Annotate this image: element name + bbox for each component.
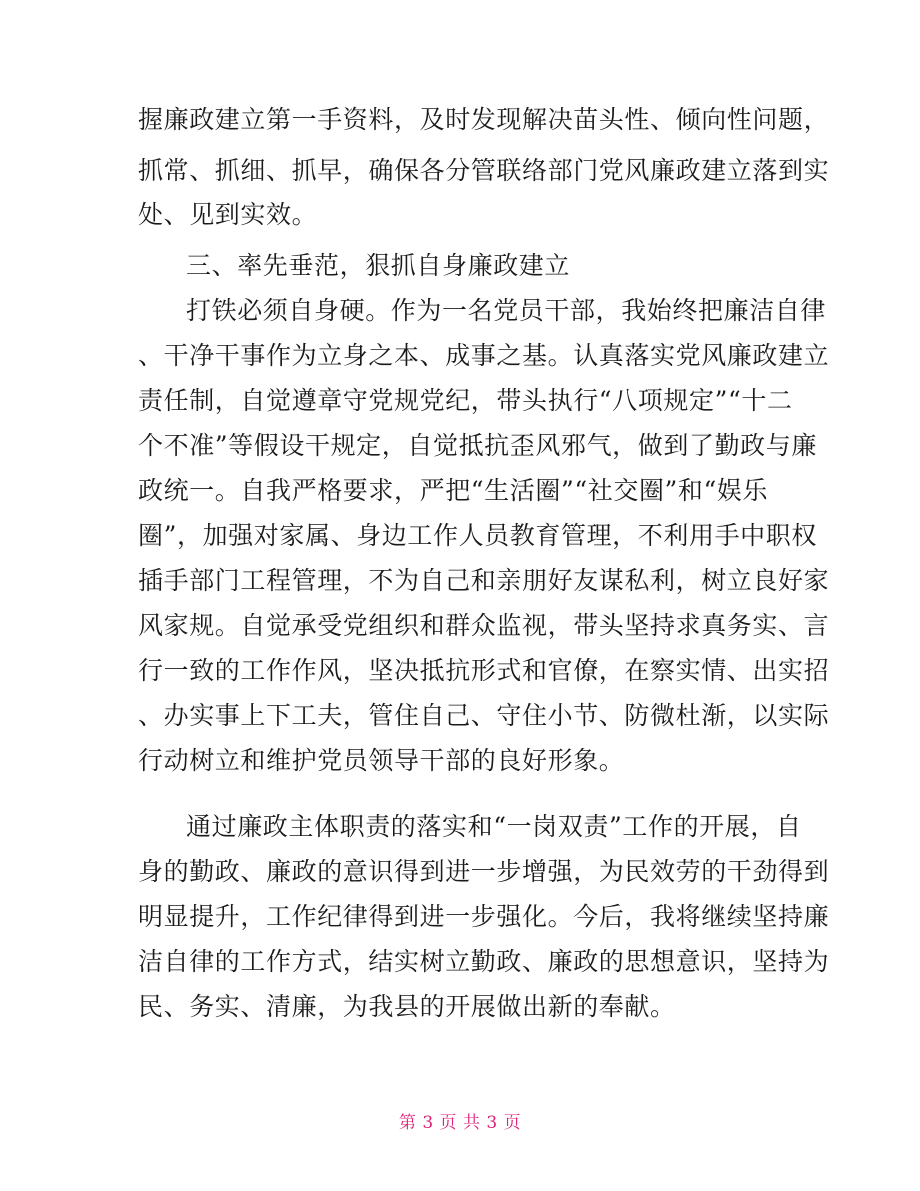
text-line: 身的勤政、廉政的意识得到进一步增强，为民效劳的干劲得到 xyxy=(138,857,830,886)
text-line: 处、见到实效。 xyxy=(138,200,318,229)
text-line: 洁自律的工作方式，结实树立勤政、廉政的思想意识，坚持为 xyxy=(138,947,830,976)
page-number-footer: 第 3 页 共 3 页 xyxy=(398,1113,522,1133)
section-heading: 三、率先垂范，狠抓自身廉政建立 xyxy=(186,251,571,280)
text-line: 行动树立和维护党员领导干部的良好形象。 xyxy=(138,746,625,775)
text-line: 风家规。自觉承受党组织和群众监视，带头坚持求真务实、言 xyxy=(138,611,830,640)
text-line: 政统一。自我严格要求，严把“生活圈”“社交圈”和“娱乐 xyxy=(138,476,769,505)
text-line: 通过廉政主体职责的落实和“一岗双责”工作的开展，自 xyxy=(186,812,802,841)
text-line: 明显提升，工作纪律得到进一步强化。今后，我将继续坚持廉 xyxy=(138,902,830,931)
text-line: 个不准”等假设干规定，自觉抵抗歪风邪气，做到了勤政与廉 xyxy=(138,431,817,460)
text-line: 圈”，加强对家属、身边工作人员教育管理，不利用手中职权 xyxy=(138,521,817,550)
text-line: 责任制，自觉遵章守党规党纪，带头执行“八项规定”“十二 xyxy=(138,386,793,415)
text-line: 、干净干事作为立身之本、成事之基。认真落实党风廉政建立 xyxy=(138,341,830,370)
text-line: 抓常、抓细、抓早，确保各分管联络部门党风廉政建立落到实 xyxy=(138,156,830,185)
text-line: 打铁必须自身硬。作为一名党员干部，我始终把廉洁自律 xyxy=(186,296,827,325)
text-line: 插手部门工程管理，不为自己和亲朋好友谋私利，树立良好家 xyxy=(138,566,830,595)
text-line: 握廉政建立第一手资料，及时发现解决苗头性、倾向性问题， xyxy=(138,105,830,134)
text-line: 行一致的工作作风，坚决抵抗形式和官僚，在察实情、出实招 xyxy=(138,656,830,685)
text-line: 、办实事上下工夫，管住自己、守住小节、防微杜渐，以实际 xyxy=(138,701,830,730)
text-line: 民、务实、清廉，为我县的开展做出新的奉献。 xyxy=(138,992,676,1021)
